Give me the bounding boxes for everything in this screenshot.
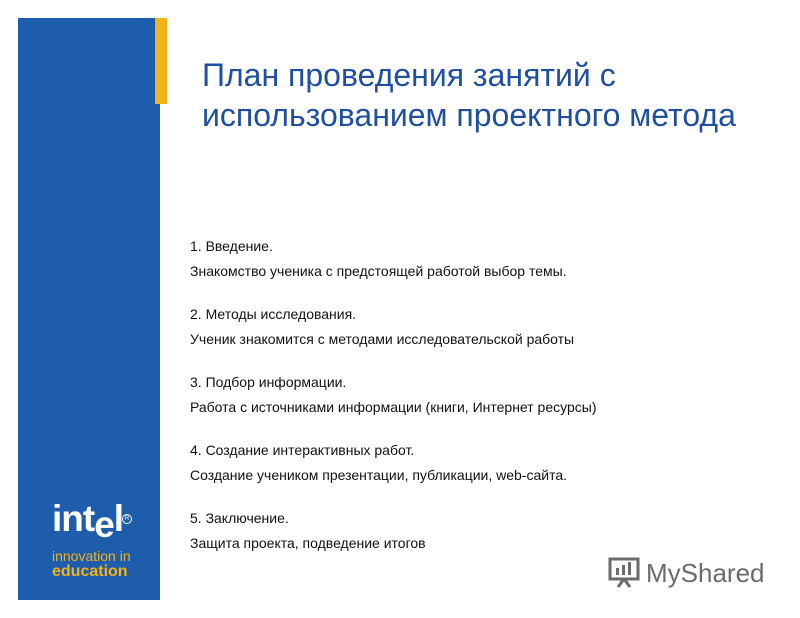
item-heading: 4. Создание интерактивных работ. [190,442,415,458]
tagline-line1: innovation in [52,548,131,564]
accent-bar [155,18,167,104]
item-heading: 2. Методы исследования. [190,306,357,322]
list-item [190,438,750,487]
item-heading: 3. Подбор информации. [190,374,347,390]
logo-tagline [52,548,131,580]
myshared-watermark[interactable] [608,556,766,590]
item-text: Знакомство ученика с предстоящей работой выбор темы. [190,262,567,279]
presentation-board-icon [608,556,642,588]
logo-word-e: e [94,504,114,545]
list-item [190,506,750,555]
item-text: Ученик знакомится с методами исследовательской работы [190,330,575,347]
list-item [190,370,750,419]
logo-word-start: int [52,498,95,539]
registered-mark: R [122,514,132,524]
intel-logo-wordmark [52,498,124,545]
item-text: Работа с источниками информации (книги, Интернет ресурсы) [190,398,597,415]
item-heading: 1. Введение. [190,238,273,254]
list-item [190,302,750,351]
item-text: Защита проекта, подведение итогов [190,534,426,551]
item-text: Создание учеником презентации, публикации, web-сайта. [190,466,568,483]
slide-title: План проведения занятий с использованием проектного метода [202,57,736,133]
tagline-line2: education [52,563,128,580]
list-item [190,234,750,283]
item-heading: 5. Заключение. [190,510,289,526]
watermark-text: MyShared [646,558,765,588]
plan-list [190,234,750,574]
logo-word-end: l [113,498,124,539]
